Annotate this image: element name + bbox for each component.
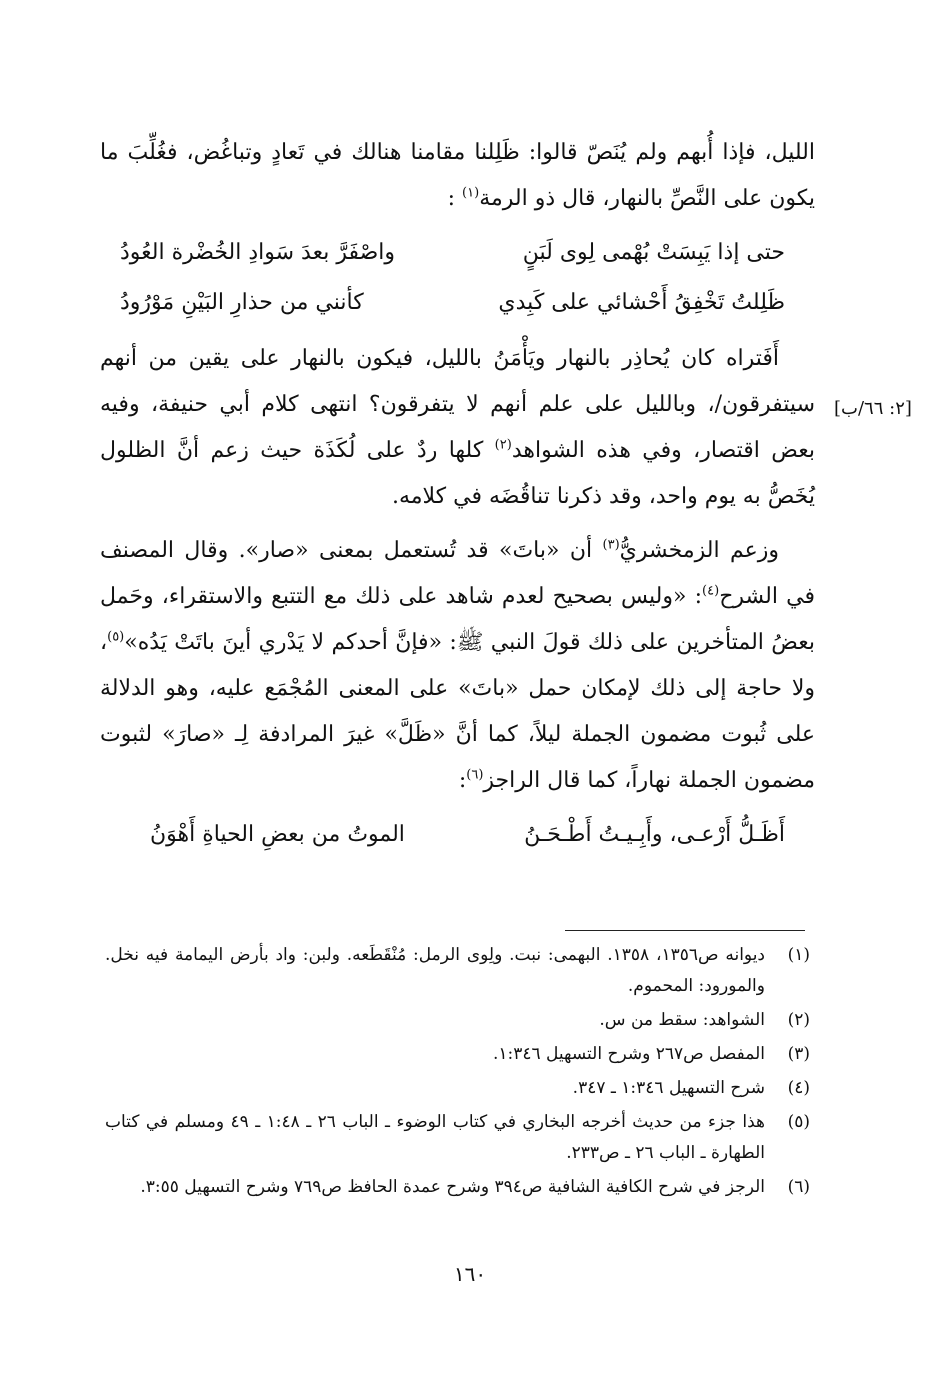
- footnote-4: [105, 1073, 810, 1104]
- verse-1-second-hemistich: واصْفَرَّ بعدَ سَوادِ الخُضْرة العُودُ: [120, 240, 395, 265]
- footnote-number: (١): [787, 945, 810, 965]
- footnote-number: (٢): [787, 1010, 810, 1030]
- paragraph-3: [100, 528, 815, 804]
- paragraph-1-end: :: [447, 186, 456, 211]
- paragraph-2-end: كلها ردٌ على لُكَذَة حيث زعم أنَّ الظلول يُخَصُّ به يوم واحد، وقد ذكرنا تناقُضَه في كلامه.: [100, 438, 815, 509]
- footnote-text: ديوانه ص١٣٥٦، ١٣٥٨. البهمى: نبت. ولِوى الرمل: مُنْقَطَعه. ولبن: واد بأرض اليمامة فيه نخل. والمورود: المحموم.: [105, 945, 765, 996]
- verse-1-first-hemistich: حتى إذا يَبِسَتْ بُهْمى لِوى لَبَنٍ: [522, 240, 785, 265]
- rajaz-verse: [100, 810, 815, 860]
- footnote-text: المفصل ص٢٦٧ وشرح التسهيل ١:٣٤٦.: [492, 1044, 765, 1064]
- footnote-3: [105, 1039, 810, 1070]
- verse-2-second-hemistich: كأنني من حذارِ البَيْنِ مَوْرُودُ: [120, 290, 364, 315]
- footnote-text: شرح التسهيل ١:٣٤٦ ـ ٣٤٧.: [572, 1078, 765, 1098]
- footnote-number: (٦): [787, 1177, 810, 1197]
- paragraph-3-part-c: : «وليس بصحيح لعدم شاهد على ذلك مع التتبع والاستقراء، وحَمل بعضُ المتأخرين على ذلك قولَ النبي ﷺ: «فإنَّ أحدكم لا يَدْري أينَ باتَتْ يَدُه»: [100, 584, 815, 655]
- main-text: [100, 130, 815, 868]
- footnote-5: [105, 1107, 810, 1169]
- verse-1: [100, 228, 815, 278]
- paragraph-3-part-b: أن «باتَ» قد تُستعمل بمعنى «صار». وقال المصنف في الشرح: [100, 538, 815, 609]
- footnote-separator: [565, 930, 805, 931]
- verse-2-first-hemistich: ظَلِلتُ تَخْفِقُ أَحْشائي على كَبِدي: [498, 290, 785, 315]
- footnotes: [105, 940, 810, 1206]
- footnote-text: الرجز في شرح الكافية الشافية ص٣٩٤ وشرح عمدة الحافظ ص٧٦٩ وشرح التسهيل ٣:٥٥.: [140, 1177, 765, 1197]
- paragraph-1: [100, 130, 815, 222]
- footnote-number: (٣): [787, 1044, 810, 1064]
- footnote-ref-4[interactable]: (٤): [702, 583, 720, 599]
- footnote-ref-5[interactable]: (٥): [107, 629, 125, 645]
- paragraph-3-end: :: [458, 768, 467, 793]
- footnote-ref-3[interactable]: (٣): [602, 537, 620, 553]
- footnote-text: الشواهد: سقط من س.: [599, 1010, 765, 1030]
- paragraph-2-text: أَفَتراه كان يُحاذِر بالنهار ويَأْمَنُ بالليل، فيكون بالنهار على يقين من أنهم سيتفرقون/، وبالليل على علم أنهم لا يتفرقون؟ انتهى كلام أبي حنيفة، وفيه بعض اقتصار، وفي هذه الشواهد: [100, 346, 815, 463]
- footnote-number: (٥): [787, 1112, 810, 1132]
- footnote-ref-2[interactable]: (٢): [494, 437, 512, 453]
- paragraph-3-part-a: وزعم الزمخشريُّ: [619, 538, 780, 563]
- poem-dhu-al-rumma: [100, 228, 815, 328]
- paragraph-2: [100, 336, 815, 520]
- footnote-number: (٤): [787, 1078, 810, 1098]
- paragraph-3-part-d: ، ولا حاجة إلى ذلك لإمكان حمل «باتَ» على المعنى المُجْمَع عليه، وهو الدلالة على ثُبوت مضمون الجملة ليلاً، كما أنَّ «ظَلَّ» غيرَ المرادفة لِـ «صارَ» لثبوت مضمون الجملة نهاراً، كما قال الراجز: [100, 630, 815, 793]
- footnote-ref-6[interactable]: (٦): [466, 767, 484, 783]
- rajaz-first-hemistich: أَظَـلُّ أَرْعـى، وأَبِـيـتُ أَطْـحَـنُ: [524, 822, 785, 847]
- rajaz-second-hemistich: الموتُ من بعضِ الحياةِ أَهْوَنُ: [150, 822, 405, 847]
- page-number: ١٦٠: [453, 1262, 487, 1286]
- verse-2: [100, 278, 815, 328]
- footnote-ref-1[interactable]: (١): [462, 185, 480, 201]
- manuscript-folio-note: [٢: ٦٦/ب]: [834, 398, 912, 419]
- paragraph-1-text: الليل، فإذا أُبهم ولم يُنَصّ قالوا: ظَلِلنا مقامنا هنالك في تَعادٍ وتباغُض، فغُلِّبَ ما يكون على النَّصِّ بالنهار، قال ذو الرمة: [100, 140, 815, 211]
- footnote-1: [105, 940, 810, 1002]
- poem-rajaz: [100, 810, 815, 860]
- footnote-6: [105, 1172, 810, 1203]
- footnote-text: هذا جزء من حديث أخرجه البخاري في كتاب الوضوء ـ الباب ٢٦ ـ ١:٤٨ ـ ٤٩ ومسلم في كتاب الطهارة ـ الباب ٢٦ ـ ص٢٣٣.: [105, 1112, 765, 1163]
- footnote-2: [105, 1005, 810, 1036]
